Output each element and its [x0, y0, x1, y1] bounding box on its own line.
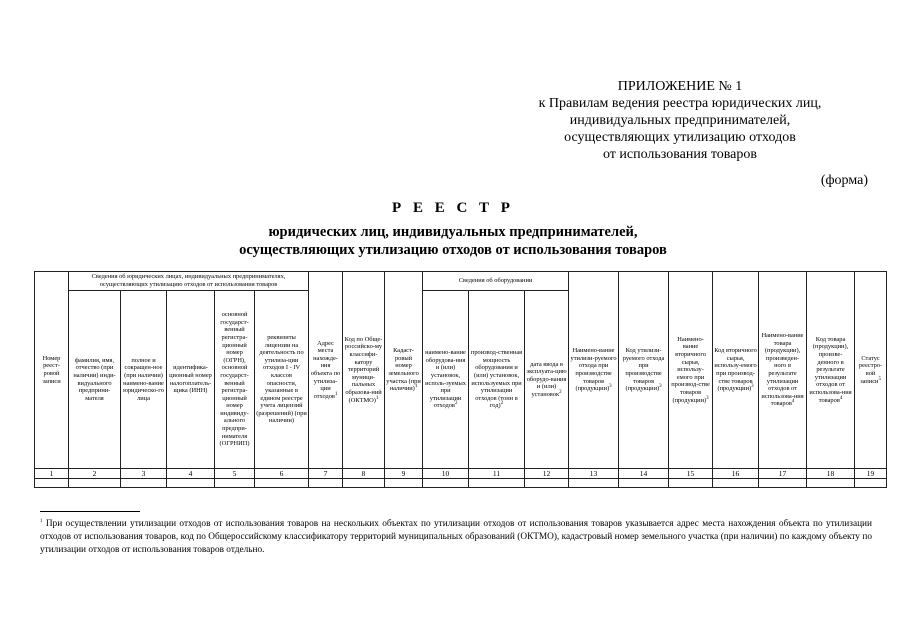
- appendix-rules-line: индивидуальных предпринимателей,: [569, 113, 791, 128]
- column-number-cell: 12: [525, 469, 569, 479]
- header-cell: [35, 272, 69, 469]
- header-cell: [385, 272, 423, 469]
- header-cell: [423, 291, 469, 469]
- form-label: (форма): [820, 173, 868, 188]
- group-header-entity: Сведения об юридических лицах, индивидуальных предпринимателях, осуществляющих утилизацию отходов от использования товаров: [69, 272, 309, 291]
- column-header-text: дата ввода в эксплуата-цию оборудо-вания и (или) установок: [526, 360, 567, 398]
- column-footnote-mark: 2: [559, 389, 562, 395]
- column-footnote-mark: 3: [706, 395, 709, 401]
- column-header-text: Наимено-вание утилизи-руемого отхода при производстве товаров (продукции): [570, 347, 617, 393]
- column-header-text: Кадаст-ровый номер земельного участка (при наличии): [386, 347, 421, 393]
- empty-cell[interactable]: [619, 479, 669, 488]
- column-number-cell: 1: [35, 469, 69, 479]
- header-cell: [469, 291, 525, 469]
- appendix-number: ПРИЛОЖЕНИЕ № 1: [617, 79, 743, 94]
- column-number-cell: 19: [855, 469, 887, 479]
- column-footnote-mark: 3: [751, 384, 754, 390]
- empty-cell[interactable]: [167, 479, 215, 488]
- footnote-mark: 1: [40, 518, 43, 524]
- column-number-cell: 13: [569, 469, 619, 479]
- column-number-cell: 9: [385, 469, 423, 479]
- empty-cell[interactable]: [255, 479, 309, 488]
- column-header-text: полное и сокращен-ное (при наличии) наимено-вание юридическо-го лица: [123, 356, 164, 402]
- empty-cell[interactable]: [343, 479, 385, 488]
- column-header-text: Код по Обще-российско-му классифи-катору территорий муници-пальных образова-ний (ОКТМО): [344, 335, 383, 404]
- column-header-text: Адрес места нахожде-ния объекта по утилиза-ции отходов: [310, 339, 341, 400]
- column-number-cell: 7: [309, 469, 343, 479]
- column-number-cell: 2: [69, 469, 121, 479]
- column-number-cell: 16: [713, 469, 759, 479]
- column-footnote-mark: 4: [791, 399, 795, 405]
- empty-cell[interactable]: [35, 479, 69, 488]
- header-cell: [855, 272, 887, 469]
- header-cell: [343, 272, 385, 469]
- header-cell: [619, 272, 669, 469]
- empty-cell[interactable]: [423, 479, 469, 488]
- column-number-cell: 17: [759, 469, 807, 479]
- empty-cell[interactable]: [469, 479, 525, 488]
- header-cell: [713, 272, 759, 469]
- column-footnote-mark: 1: [375, 395, 379, 401]
- column-header-text: Статус реестро-вой записи: [858, 354, 883, 385]
- subtitle-line: юридических лиц, индивидуальных предпринимателей,: [268, 224, 638, 240]
- column-header-text: наимено-вание оборудова-ния и (или) установок, исполь-зуемых при утилизации отходов: [425, 349, 466, 410]
- empty-cell[interactable]: [525, 479, 569, 488]
- header-cell: [309, 272, 343, 469]
- header-cell: [215, 291, 255, 469]
- column-number-cell: 14: [619, 469, 669, 479]
- appendix-rules-line: от использования товаров: [602, 147, 757, 162]
- header-cell: [255, 291, 309, 469]
- column-number-cell: 18: [807, 469, 855, 479]
- empty-cell[interactable]: [215, 479, 255, 488]
- document-title: Р Е Е С Т Р: [392, 200, 514, 216]
- column-number-row: [35, 469, 887, 479]
- column-header-text: Код утилизи-руемого отхода при производстве товаров (продукции): [622, 347, 665, 393]
- empty-cell[interactable]: [69, 479, 121, 488]
- header-cell: [167, 291, 215, 469]
- column-header-text: основной государст-венный регистра-ционный номер (ОГРН), основной государст-венный регистра-ционный номер индивиду-ального предпри-нимателя (ОГРНИП): [219, 311, 250, 448]
- column-header-text: Номер реест-ровой записи: [42, 354, 61, 385]
- empty-cell[interactable]: [807, 479, 855, 488]
- appendix-rules-line: к Правилам ведения реестра юридических лиц,: [538, 96, 822, 111]
- column-footnote-mark: 1: [414, 384, 418, 390]
- column-footnote-mark: 1: [334, 391, 338, 397]
- column-number-cell: 15: [669, 469, 713, 479]
- column-header-text: фамилия, имя, отчество (при наличии) инди-видуального предприни-мателя: [73, 356, 116, 402]
- header-cell: [569, 272, 619, 469]
- header-cell: [759, 272, 807, 469]
- column-footnote-mark: 5: [878, 376, 881, 382]
- footnote: [40, 518, 872, 557]
- document-subtitle: [150, 223, 756, 259]
- empty-data-row: [35, 479, 887, 488]
- column-header-text: реквизиты лицензии на деятельность по утилиза-ции отходов I - IV классов опасности, указанные в едином реестре учета лицензий (разрешений) (при наличии): [256, 333, 307, 425]
- header-cell: [669, 272, 713, 469]
- column-header-text: идентифика-ционный номер налогоплатель-щика (ИНН): [169, 364, 212, 395]
- column-number-cell: 5: [215, 469, 255, 479]
- column-header-text: Код товара (продукции), произве-денного в результате утилизации отходов от использова-ния товаров: [809, 335, 852, 404]
- header-cell: [69, 291, 121, 469]
- column-footnote-mark: 3: [659, 384, 662, 390]
- appendix-rules-line: осуществляющих утилизацию отходов: [564, 130, 796, 145]
- column-footnote-mark: 3: [609, 384, 612, 390]
- column-number-cell: 11: [469, 469, 525, 479]
- header-cell: [525, 291, 569, 469]
- footnote-divider: [40, 511, 140, 512]
- column-header-text: Наимено-вание товара (продукции), произведен-ного в результате утилизации отходов от использова-ния товаров: [761, 332, 804, 408]
- column-footnote-mark: 4: [839, 395, 843, 401]
- column-header-text: производ-ственная мощность оборудования и (или) установок, используемых при утилизации отходов (тонн в год): [470, 349, 523, 410]
- column-number-cell: 4: [167, 469, 215, 479]
- empty-cell[interactable]: [855, 479, 887, 488]
- empty-cell[interactable]: [121, 479, 167, 488]
- column-number-cell: 10: [423, 469, 469, 479]
- column-number-cell: 6: [255, 469, 309, 479]
- subtitle-line: осуществляющих утилизацию отходов от использования товаров: [239, 242, 667, 258]
- column-header-text: Наимено-вание вторичного сырья, использу-емого при производ-стве товаров (продукции): [671, 335, 710, 404]
- column-number-cell: 3: [121, 469, 167, 479]
- empty-cell[interactable]: [569, 479, 619, 488]
- appendix-heading: [470, 78, 890, 163]
- empty-cell[interactable]: [713, 479, 759, 488]
- empty-cell[interactable]: [669, 479, 713, 488]
- column-footnote-mark: 2: [454, 401, 458, 407]
- header-cell: [807, 272, 855, 469]
- column-footnote-mark: 2: [500, 401, 504, 407]
- column-number-cell: 8: [343, 469, 385, 479]
- header-cell: [121, 291, 167, 469]
- empty-cell[interactable]: [309, 479, 343, 488]
- empty-cell[interactable]: [759, 479, 807, 488]
- footnote-text: При осуществлении утилизации отходов от использования товаров на нескольких объектах по утилизации отходов от использования товаров указывается адрес места нахождения объекта по утилизации отходов от использования товаров, код по Общероссийскому классификатору территорий муниципальных образований (ОКТМО), кадастровый номер земельного участка (при наличии) по каждому объекту по утилизации отходов от использования товаров отдельно.: [40, 519, 872, 555]
- group-header-equipment: Сведения об оборудовании: [423, 272, 569, 291]
- column-header-text: Код вторичного сырья, использу-емого при производ-стве товаров (продукции): [714, 347, 757, 393]
- table-group-row: [35, 272, 887, 291]
- registry-table: [34, 271, 887, 488]
- empty-cell[interactable]: [385, 479, 423, 488]
